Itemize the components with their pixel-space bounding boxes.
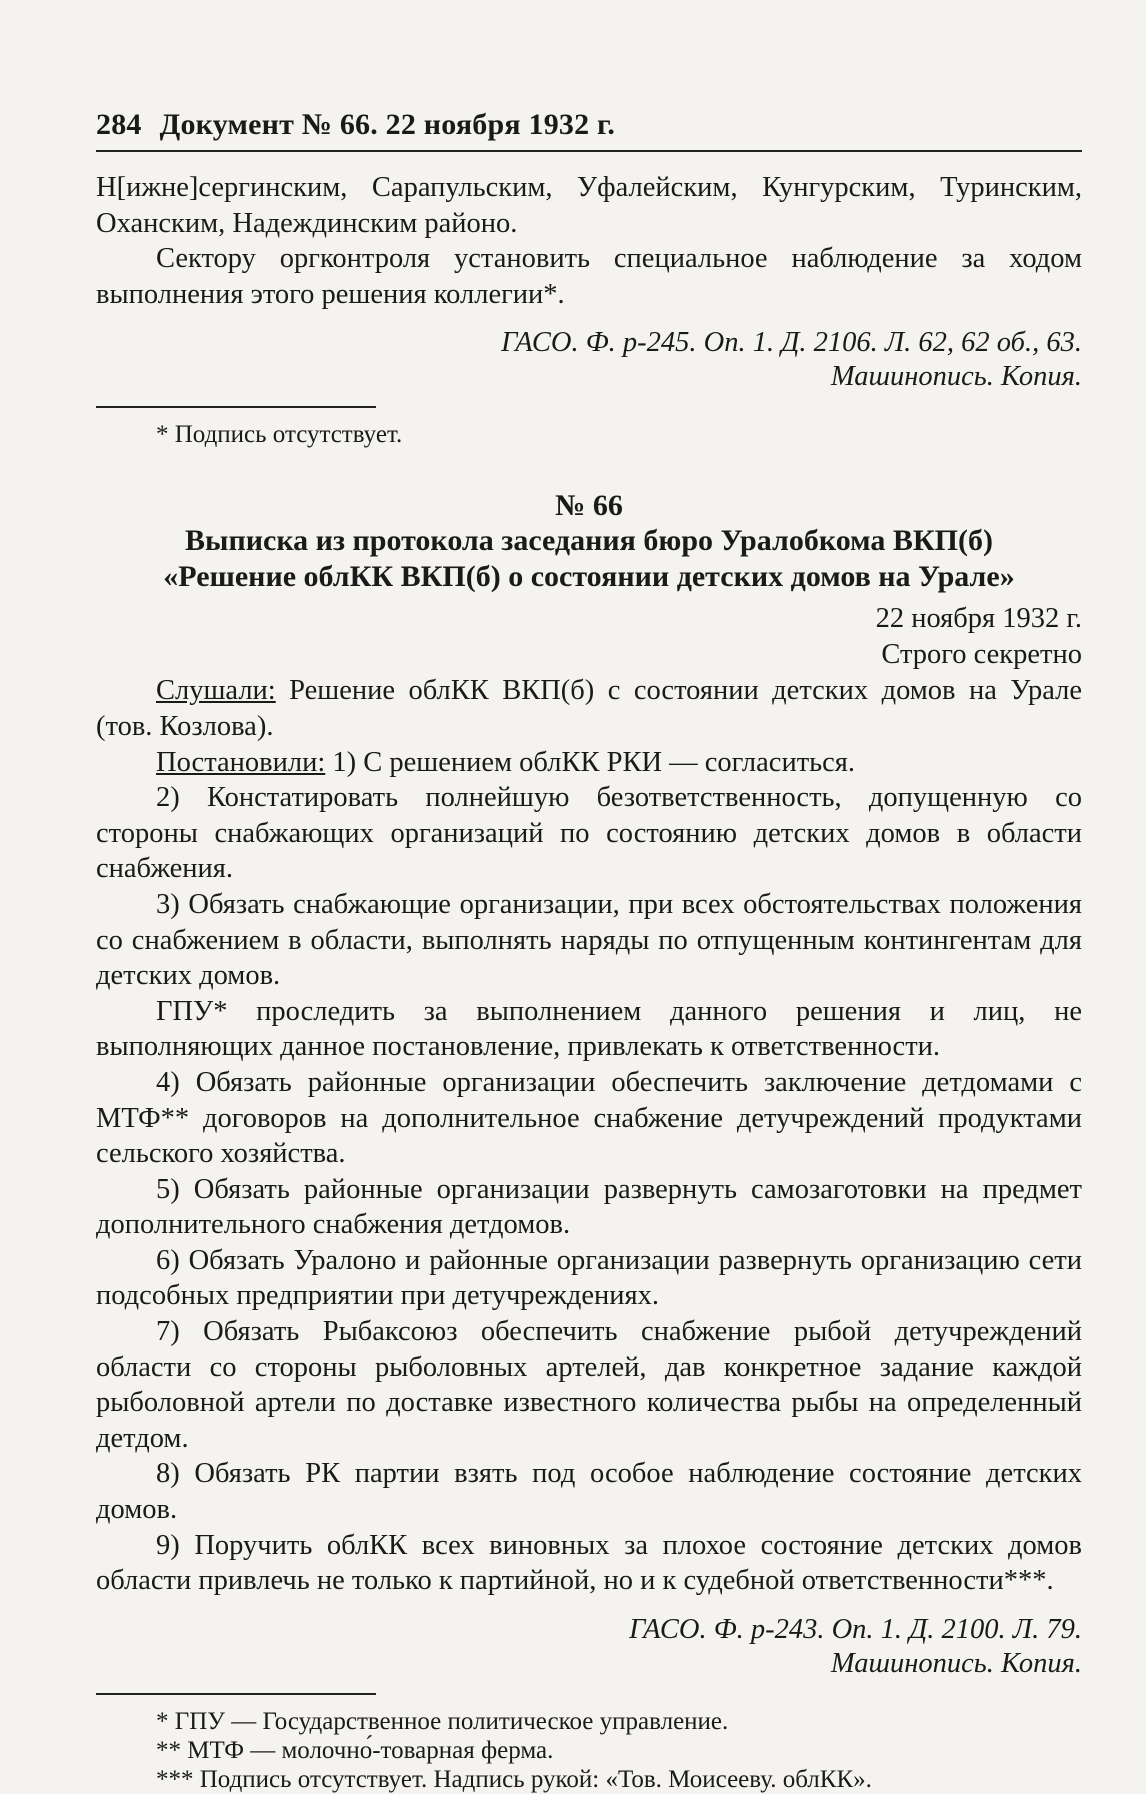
source-type-66: Машинопись. Копия. [830, 1647, 1082, 1679]
archive-source-65: ГАСО. Ф. р-245. Оп. 1. Д. 2106. Л. 62, 62 об., 63. [501, 327, 1082, 359]
running-header [96, 108, 1082, 152]
resolved-label: Постановили: [156, 746, 326, 778]
heard-paragraph [96, 673, 1082, 744]
footnote-divider [96, 1693, 376, 1695]
resolution-item: 8) Обязать РК партии взять под особое наблюдение состояние детских домов. [96, 1458, 1082, 1526]
document-title-line2: «Решение облКК ВКП(б) о состоянии детских домов на Урале» [163, 560, 1015, 594]
page-number: 284 [96, 108, 142, 141]
resolution-item: 3) Обязать снабжающие организации, при всех обстоятельствах положения со снабжением в области, выполнять наряды по отпущенным контингентам для детских домов. [96, 888, 1082, 992]
footnote-66-3: *** Подпись отсутствует. Надпись рукой: «Тов. Моисееву. облКК». [156, 1765, 872, 1793]
document-date: 22 ноября 1932 г. [875, 603, 1082, 635]
resolved-paragraph [96, 745, 1082, 781]
document-title-line1: Выписка из протокола заседания бюро Уралобкома ВКП(б) [185, 524, 993, 558]
footnote-divider [96, 406, 376, 408]
resolution-item: 2) Констатировать полнейшую безответственность, допущенную со стороны снабжающих организаций по состоянию детских домов в области снабжения. [96, 782, 1082, 885]
resolution-item: ГПУ* проследить за выполнением данного решения и лиц, не выполняющих данное постановление, привлекать к ответственности. [96, 995, 1082, 1063]
footnote-65: * Подпись отсутствует. [156, 421, 403, 449]
running-title: Документ № 66. 22 ноября 1932 г. [159, 108, 616, 141]
resolution-item: 9) Поручить облКК всех виновных за плохое состояние детских домов области привлечь не только к партийной, но и к судебной ответственности***. [96, 1529, 1082, 1597]
footnote-66-2: ** МТФ — молочно́-товарная ферма. [156, 1736, 554, 1764]
resolution-item: 4) Обязать районные организации обеспечить заключение детдомами с МТФ** договоров на дополнительное снабжение детучреждений продуктами сельского хозяйства. [96, 1066, 1082, 1170]
footnote-66-1: * ГПУ — Государственное политическое управление. [156, 1707, 729, 1735]
resolved-text: 1) С решением облКК РКИ — согласиться. [325, 746, 856, 778]
resolution-item: 6) Обязать Уралоно и районные организации развернуть организацию сети подсобных предприятии при детучреждениях. [96, 1244, 1082, 1312]
document-number: № 66 [555, 489, 623, 523]
source-type-65: Машинопись. Копия. [830, 361, 1082, 393]
sector-paragraph: Сектору оргконтроля установить специальное наблюдение за ходом выполнения этого решения коллегии*. [96, 243, 1082, 310]
heard-label: Слушали: [156, 675, 276, 707]
archive-source-66: ГАСО. Ф. р-243. Оп. 1. Д. 2100. Л. 79. [629, 1613, 1082, 1645]
continuation-paragraph: Н[ижне]сергинским, Сарапульским, Уфалейским, Кунгурским, Туринским, Оханским, Надеждинским районо. [96, 172, 1082, 239]
resolution-item: 7) Обязать Рыбаксоюз обеспечить снабжение рыбой детучреждений области со стороны рыболовных артелей, дав конкретное задание каждой рыболовной артели по доставке известного количества рыбы на определенный детдом. [96, 1316, 1082, 1454]
classification-stamp: Строго секретно [881, 639, 1082, 671]
heard-text: Решение облКК ВКП(б) с состоянии детских домов на Урале (тов. Козлова). [96, 675, 1082, 742]
resolution-item: 5) Обязать районные организации развернуть самозаготовки на предмет дополнительного снабжения детдомов. [96, 1173, 1082, 1241]
